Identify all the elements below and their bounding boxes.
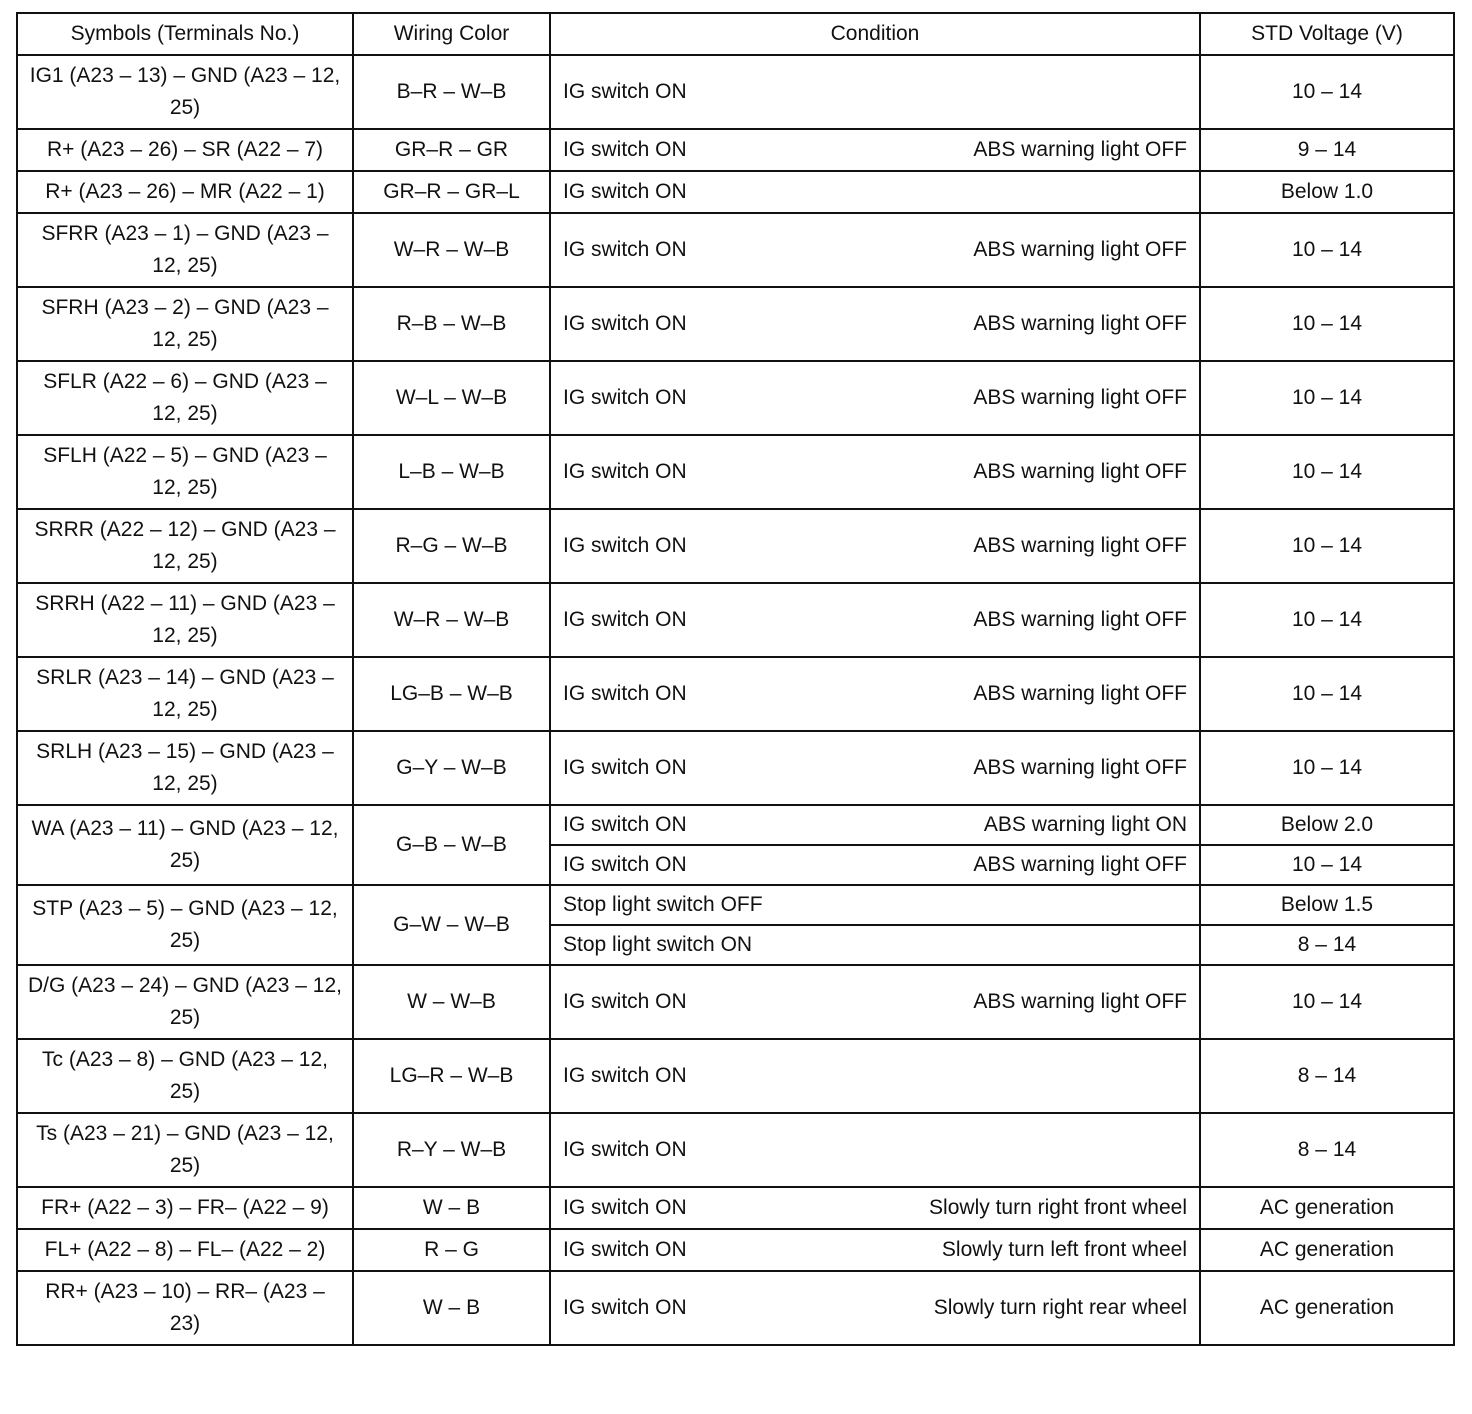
condition-cell bbox=[550, 583, 1200, 657]
condition-content bbox=[563, 76, 1187, 108]
condition-cell bbox=[550, 171, 1200, 213]
condition-content bbox=[563, 986, 1187, 1018]
condition-content bbox=[563, 889, 1187, 921]
condition-cell bbox=[550, 1187, 1200, 1229]
condition-main-text: Stop light switch OFF bbox=[563, 893, 763, 916]
condition-cell bbox=[550, 129, 1200, 171]
condition-cell bbox=[550, 805, 1200, 845]
terminal-symbol-cell: SFLH (A22 – 5) – GND (A23 – 12, 25) bbox=[17, 435, 353, 509]
condition-extra-text: ABS warning light OFF bbox=[973, 312, 1187, 335]
condition-extra-text: ABS warning light OFF bbox=[973, 460, 1187, 483]
terminal-symbol-cell: SRLR (A23 – 14) – GND (A23 – 12, 25) bbox=[17, 657, 353, 731]
wiring-color-cell: R–Y – W–B bbox=[353, 1113, 550, 1187]
table-row bbox=[17, 965, 1454, 1039]
condition-content bbox=[563, 1134, 1187, 1166]
condition-main-text: IG switch ON bbox=[563, 238, 687, 261]
condition-cell bbox=[550, 657, 1200, 731]
terminal-symbol-cell: WA (A23 – 11) – GND (A23 – 12, 25) bbox=[17, 805, 353, 885]
terminal-symbol-cell: R+ (A23 – 26) – MR (A22 – 1) bbox=[17, 171, 353, 213]
condition-content bbox=[563, 849, 1187, 881]
condition-extra-text: ABS warning light OFF bbox=[973, 386, 1187, 409]
table-row bbox=[17, 1187, 1454, 1229]
condition-cell bbox=[550, 55, 1200, 129]
terminal-symbol-cell: RR+ (A23 – 10) – RR– (A23 – 23) bbox=[17, 1271, 353, 1345]
std-voltage-cell: 10 – 14 bbox=[1200, 435, 1454, 509]
condition-content bbox=[563, 134, 1187, 166]
wiring-color-cell: R – G bbox=[353, 1229, 550, 1271]
terminal-symbol-cell: IG1 (A23 – 13) – GND (A23 – 12, 25) bbox=[17, 55, 353, 129]
condition-content bbox=[563, 456, 1187, 488]
table-header-row bbox=[17, 13, 1454, 55]
std-voltage-cell: 9 – 14 bbox=[1200, 129, 1454, 171]
table-row bbox=[17, 583, 1454, 657]
condition-main-text: IG switch ON bbox=[563, 1138, 687, 1161]
condition-extra-text: ABS warning light OFF bbox=[973, 238, 1187, 261]
terminal-voltage-table bbox=[16, 12, 1455, 1346]
wiring-color-cell: L–B – W–B bbox=[353, 435, 550, 509]
condition-cell bbox=[550, 1229, 1200, 1271]
condition-content bbox=[563, 809, 1187, 841]
condition-extra-text: ABS warning light OFF bbox=[973, 608, 1187, 631]
condition-content bbox=[563, 1192, 1187, 1224]
condition-content bbox=[563, 752, 1187, 784]
wiring-color-cell: B–R – W–B bbox=[353, 55, 550, 129]
condition-cell bbox=[550, 1113, 1200, 1187]
terminal-symbol-cell: Ts (A23 – 21) – GND (A23 – 12, 25) bbox=[17, 1113, 353, 1187]
table-row bbox=[17, 287, 1454, 361]
condition-extra-text: ABS warning light ON bbox=[983, 813, 1187, 836]
condition-cell bbox=[550, 965, 1200, 1039]
std-voltage-cell: Below 1.5 bbox=[1200, 885, 1454, 925]
table-row bbox=[17, 55, 1454, 129]
condition-main-text: IG switch ON bbox=[563, 990, 687, 1013]
std-voltage-cell: 10 – 14 bbox=[1200, 657, 1454, 731]
std-voltage-cell: AC generation bbox=[1200, 1229, 1454, 1271]
table-row bbox=[17, 435, 1454, 509]
terminal-symbol-cell: Tc (A23 – 8) – GND (A23 – 12, 25) bbox=[17, 1039, 353, 1113]
std-voltage-cell: 10 – 14 bbox=[1200, 361, 1454, 435]
condition-main-text: IG switch ON bbox=[563, 1296, 687, 1319]
condition-main-text: IG switch ON bbox=[563, 138, 687, 161]
wiring-color-cell: G–B – W–B bbox=[353, 805, 550, 885]
table-row bbox=[17, 171, 1454, 213]
condition-cell bbox=[550, 435, 1200, 509]
std-voltage-cell: AC generation bbox=[1200, 1187, 1454, 1229]
terminal-symbol-cell: FL+ (A22 – 8) – FL– (A22 – 2) bbox=[17, 1229, 353, 1271]
table-row bbox=[17, 1271, 1454, 1345]
wiring-color-cell: GR–R – GR bbox=[353, 129, 550, 171]
condition-main-text: IG switch ON bbox=[563, 608, 687, 631]
condition-content bbox=[563, 604, 1187, 636]
condition-main-text: Stop light switch ON bbox=[563, 933, 753, 956]
table-row bbox=[17, 1113, 1454, 1187]
wiring-color-cell: W–R – W–B bbox=[353, 583, 550, 657]
condition-main-text: IG switch ON bbox=[563, 180, 687, 203]
condition-extra-text: Slowly turn right front wheel bbox=[929, 1196, 1187, 1219]
wiring-color-cell: W – W–B bbox=[353, 965, 550, 1039]
wiring-color-cell: GR–R – GR–L bbox=[353, 171, 550, 213]
condition-main-text: IG switch ON bbox=[563, 1196, 687, 1219]
terminal-symbol-cell: FR+ (A22 – 3) – FR– (A22 – 9) bbox=[17, 1187, 353, 1229]
condition-main-text: IG switch ON bbox=[563, 1238, 687, 1261]
condition-content bbox=[563, 1292, 1187, 1324]
terminal-symbol-cell: SFLR (A22 – 6) – GND (A23 – 12, 25) bbox=[17, 361, 353, 435]
condition-content bbox=[563, 176, 1187, 208]
std-voltage-cell: 10 – 14 bbox=[1200, 845, 1454, 885]
terminal-symbol-cell: SRRR (A22 – 12) – GND (A23 – 12, 25) bbox=[17, 509, 353, 583]
table-row bbox=[17, 213, 1454, 287]
condition-content bbox=[563, 234, 1187, 266]
std-voltage-cell: 10 – 14 bbox=[1200, 731, 1454, 805]
wiring-color-cell: LG–R – W–B bbox=[353, 1039, 550, 1113]
condition-main-text: IG switch ON bbox=[563, 386, 687, 409]
table-row bbox=[17, 1229, 1454, 1271]
header-std-voltage: STD Voltage (V) bbox=[1200, 13, 1454, 55]
condition-extra-text: Slowly turn left front wheel bbox=[941, 1238, 1187, 1261]
condition-content bbox=[563, 308, 1187, 340]
std-voltage-cell: 10 – 14 bbox=[1200, 583, 1454, 657]
std-voltage-cell: 8 – 14 bbox=[1200, 925, 1454, 965]
condition-main-text: IG switch ON bbox=[563, 682, 687, 705]
condition-cell bbox=[550, 361, 1200, 435]
table-row bbox=[17, 1039, 1454, 1113]
std-voltage-cell: 10 – 14 bbox=[1200, 965, 1454, 1039]
terminal-symbol-cell: STP (A23 – 5) – GND (A23 – 12, 25) bbox=[17, 885, 353, 965]
wiring-color-cell: W – B bbox=[353, 1187, 550, 1229]
condition-content bbox=[563, 1234, 1187, 1266]
table-body bbox=[17, 55, 1454, 1345]
terminal-voltage-table-container bbox=[16, 12, 1453, 1346]
condition-main-text: IG switch ON bbox=[563, 813, 687, 836]
condition-main-text: IG switch ON bbox=[563, 1064, 687, 1087]
condition-extra-text: ABS warning light OFF bbox=[973, 682, 1187, 705]
condition-main-text: IG switch ON bbox=[563, 756, 687, 779]
std-voltage-cell: 10 – 14 bbox=[1200, 55, 1454, 129]
std-voltage-cell: 10 – 14 bbox=[1200, 287, 1454, 361]
wiring-color-cell: R–B – W–B bbox=[353, 287, 550, 361]
condition-main-text: IG switch ON bbox=[563, 312, 687, 335]
condition-cell bbox=[550, 845, 1200, 885]
condition-main-text: IG switch ON bbox=[563, 460, 687, 483]
condition-main-text: IG switch ON bbox=[563, 853, 687, 876]
std-voltage-cell: 10 – 14 bbox=[1200, 509, 1454, 583]
terminal-symbol-cell: SFRH (A23 – 2) – GND (A23 – 12, 25) bbox=[17, 287, 353, 361]
terminal-symbol-cell: SFRR (A23 – 1) – GND (A23 – 12, 25) bbox=[17, 213, 353, 287]
condition-cell bbox=[550, 731, 1200, 805]
table-row bbox=[17, 129, 1454, 171]
wiring-color-cell: W – B bbox=[353, 1271, 550, 1345]
std-voltage-cell: 8 – 14 bbox=[1200, 1039, 1454, 1113]
terminal-symbol-cell: R+ (A23 – 26) – SR (A22 – 7) bbox=[17, 129, 353, 171]
std-voltage-cell: AC generation bbox=[1200, 1271, 1454, 1345]
wiring-color-cell: LG–B – W–B bbox=[353, 657, 550, 731]
condition-main-text: IG switch ON bbox=[563, 534, 687, 557]
condition-cell bbox=[550, 509, 1200, 583]
terminal-symbol-cell: SRLH (A23 – 15) – GND (A23 – 12, 25) bbox=[17, 731, 353, 805]
terminal-symbol-cell: D/G (A23 – 24) – GND (A23 – 12, 25) bbox=[17, 965, 353, 1039]
wiring-color-cell: G–W – W–B bbox=[353, 885, 550, 965]
wiring-color-cell: G–Y – W–B bbox=[353, 731, 550, 805]
header-wiring-color: Wiring Color bbox=[353, 13, 550, 55]
condition-cell bbox=[550, 885, 1200, 925]
wiring-color-cell: W–L – W–B bbox=[353, 361, 550, 435]
condition-extra-text: ABS warning light OFF bbox=[973, 990, 1187, 1013]
table-row bbox=[17, 885, 1454, 925]
condition-cell bbox=[550, 1039, 1200, 1113]
wiring-color-cell: W–R – W–B bbox=[353, 213, 550, 287]
condition-content bbox=[563, 678, 1187, 710]
header-condition: Condition bbox=[550, 13, 1200, 55]
condition-content bbox=[563, 382, 1187, 414]
std-voltage-cell: Below 1.0 bbox=[1200, 171, 1454, 213]
condition-content bbox=[563, 530, 1187, 562]
table-row bbox=[17, 731, 1454, 805]
condition-cell bbox=[550, 1271, 1200, 1345]
table-row bbox=[17, 361, 1454, 435]
terminal-symbol-cell: SRRH (A22 – 11) – GND (A23 – 12, 25) bbox=[17, 583, 353, 657]
table-row bbox=[17, 805, 1454, 845]
condition-content bbox=[563, 1060, 1187, 1092]
condition-content bbox=[563, 929, 1187, 961]
condition-extra-text: Slowly turn right rear wheel bbox=[933, 1296, 1187, 1319]
table-row bbox=[17, 509, 1454, 583]
condition-main-text: IG switch ON bbox=[563, 80, 687, 103]
condition-cell bbox=[550, 925, 1200, 965]
condition-cell bbox=[550, 287, 1200, 361]
condition-extra-text: ABS warning light OFF bbox=[973, 138, 1187, 161]
std-voltage-cell: 8 – 14 bbox=[1200, 1113, 1454, 1187]
condition-extra-text: ABS warning light OFF bbox=[973, 534, 1187, 557]
condition-extra-text: ABS warning light OFF bbox=[973, 853, 1187, 876]
wiring-color-cell: R–G – W–B bbox=[353, 509, 550, 583]
table-row bbox=[17, 657, 1454, 731]
condition-cell bbox=[550, 213, 1200, 287]
std-voltage-cell: Below 2.0 bbox=[1200, 805, 1454, 845]
condition-extra-text: ABS warning light OFF bbox=[973, 756, 1187, 779]
header-symbols: Symbols (Terminals No.) bbox=[17, 13, 353, 55]
std-voltage-cell: 10 – 14 bbox=[1200, 213, 1454, 287]
